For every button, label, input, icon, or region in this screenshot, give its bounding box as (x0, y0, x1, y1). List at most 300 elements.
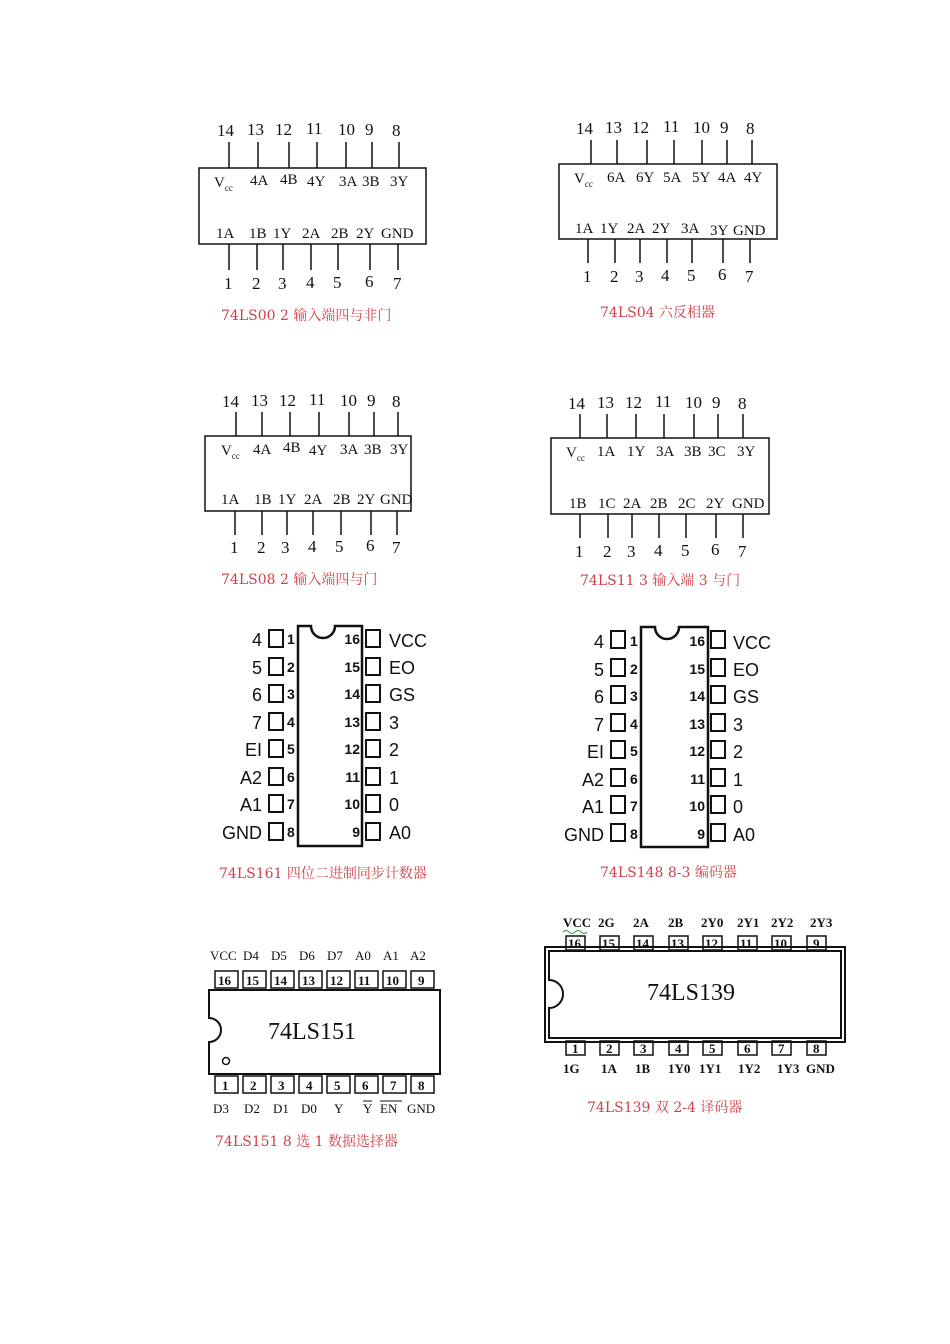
pin-number: 1 (224, 274, 233, 293)
pin-label: GS (389, 685, 416, 705)
pin-label: VCC (389, 631, 428, 651)
pin-label: 1A (216, 226, 235, 242)
pin-label: 3B (364, 442, 382, 458)
pin-label: 3 (733, 715, 744, 735)
pin-number: 8 (392, 121, 401, 140)
pin-label: 1B (254, 492, 272, 508)
pin-number: 9 (712, 393, 721, 412)
pin1-dot (223, 1058, 230, 1065)
pin-label: 3 (389, 713, 400, 733)
pin-label: $V_{cc}$ (221, 443, 240, 461)
pin-label: 2Y (357, 492, 376, 508)
pin-label: EO (733, 660, 760, 680)
bottom-pin-labels (213, 1101, 435, 1116)
pin-number: 6 (365, 272, 374, 291)
chip-caption: 74LS00 2 输入端四与非门 (221, 308, 392, 324)
pin-label: D3 (213, 1101, 229, 1116)
bottom-pin-lines (588, 239, 750, 263)
pin-label: 6A (607, 170, 626, 186)
pin-number: 1 (572, 1041, 579, 1056)
pin-label: A1 (239, 795, 262, 815)
pin-label: 2 (389, 740, 400, 760)
pin-label: 2Y (652, 221, 671, 237)
bottom-pin-lines (235, 511, 397, 535)
pin-label: 2Y (706, 496, 725, 512)
pin-number: 5 (334, 1078, 341, 1093)
pin-label: 1A (597, 444, 616, 460)
top-pin-labels (221, 440, 409, 461)
pin-number: 6 (366, 536, 375, 555)
pin-number: 15 (246, 973, 259, 988)
right-pins (366, 630, 380, 840)
pin-number: 14 (689, 688, 705, 704)
pin-number: 13 (302, 973, 315, 988)
pin-number: 15 (689, 661, 705, 677)
pin-label: 1Y (278, 492, 297, 508)
pin-number: 8 (630, 826, 638, 842)
pin-number: 13 (605, 118, 622, 137)
pin-label: 4A (253, 442, 272, 458)
pin-label: 2B (333, 492, 351, 508)
pin-number: 7 (392, 538, 401, 557)
pin-label: 1A (575, 221, 594, 237)
right-pin-numbers (344, 631, 360, 840)
pin-number: 10 (685, 393, 702, 412)
pin-label: 1Y0 (668, 1061, 691, 1076)
pin-label: $V_{cc}$ (574, 171, 593, 189)
pin-label: 3A (339, 174, 358, 190)
bottom-pin-labels (563, 1061, 835, 1076)
pin-number: 9 (720, 118, 729, 137)
pin-label: 5 (251, 658, 262, 678)
pin-label: 6Y (636, 170, 655, 186)
pin-label: 3C (708, 444, 726, 460)
top-pin-labels (563, 915, 833, 930)
pin-label: A2 (581, 770, 604, 790)
chip-caption: 74LS161 四位二进制同步计数器 (219, 866, 427, 882)
pin-label: $V_{cc}$ (214, 175, 233, 193)
pin-number: 16 (218, 973, 231, 988)
left-pins (269, 630, 283, 840)
pin-label: 1A (601, 1061, 617, 1076)
top-pin-numbers (222, 390, 401, 411)
top-pin-labels (566, 444, 756, 463)
pin-number: 1 (230, 538, 239, 557)
pin-label: 6 (593, 687, 604, 707)
pin-number: 12 (279, 391, 296, 410)
pin-label: 2A (623, 496, 642, 512)
pin-label: 1 (733, 770, 744, 790)
pin-number: 4 (675, 1041, 682, 1056)
pin-label: 5 (593, 660, 604, 680)
pin-number: 9 (352, 824, 360, 840)
pin-label: EI (244, 740, 262, 760)
pin-number: 10 (693, 118, 710, 137)
pin-number: 9 (813, 936, 820, 951)
pin-number: 2 (606, 1041, 613, 1056)
pin-number: 12 (275, 120, 292, 139)
pin-number: 11 (358, 973, 371, 988)
pin-label: 4Y (309, 443, 328, 459)
pin-number: 14 (274, 973, 287, 988)
pin-label: 1G (563, 1061, 580, 1076)
pin-label: 4 (251, 630, 262, 650)
pin-label: 2B (650, 496, 668, 512)
pin-number: 15 (344, 659, 360, 675)
pin-number: 3 (278, 274, 287, 293)
pin-label: A0 (389, 823, 412, 843)
top-pin-lines (580, 414, 743, 438)
pin-label: 1Y2 (738, 1061, 761, 1076)
chip-name: 74LS151 (268, 1019, 357, 1045)
pin-number: 3 (640, 1041, 647, 1056)
chip-74ls151 (209, 948, 440, 1150)
pin-label: A2 (410, 948, 426, 963)
pin-label: 2Y (356, 226, 375, 242)
bottom-pin-numbers (575, 540, 747, 561)
chip-caption: 74LS04 六反相器 (600, 305, 715, 321)
pin-number: 4 (654, 541, 663, 560)
pin-label: 3B (684, 444, 702, 460)
pin-label: GND (380, 492, 413, 508)
pin-number: 11 (306, 119, 323, 138)
pin-label: 4B (280, 172, 298, 188)
pin-number: 4 (630, 716, 638, 732)
pin-label: 3Y (737, 444, 756, 460)
pin-label: 3Y (390, 442, 409, 458)
pin-label: 2B (331, 226, 349, 242)
pin-label: GND (407, 1101, 436, 1116)
pin-number: 4 (287, 714, 295, 730)
pin-number: 1 (222, 1078, 229, 1093)
pin-number: 6 (287, 769, 295, 785)
pin-label: 6 (251, 685, 262, 705)
pin-label: 4 (593, 632, 604, 652)
pin-number: 14 (217, 121, 234, 140)
top-pin-numbers (568, 936, 820, 951)
pin-number: 11 (655, 392, 672, 411)
pin-label: D5 (271, 948, 287, 963)
pin-label: GND (732, 496, 765, 512)
bottom-pin-boxes (215, 1076, 434, 1093)
pin-number: 7 (287, 796, 295, 812)
pin-label: 1B (249, 226, 267, 242)
pin-number: 10 (774, 936, 787, 951)
pin-label: GND (806, 1061, 835, 1076)
chip-74ls11 (551, 392, 769, 589)
pin-number: 2 (252, 274, 261, 293)
pin-label: 7 (593, 715, 604, 735)
pin-label: GND (733, 223, 766, 239)
pin-number: 13 (671, 936, 684, 951)
pin-number: 5 (287, 741, 295, 757)
pin-label: EN (380, 1101, 398, 1116)
pin-number: 11 (309, 390, 326, 409)
chip-74ls04 (559, 117, 777, 321)
pin-number: 14 (344, 686, 360, 702)
pin-number: 13 (251, 391, 268, 410)
pin-number: 7 (738, 542, 747, 561)
pin-label: 2Y1 (737, 915, 760, 930)
pin-number: 1 (575, 542, 584, 561)
pin-label: A1 (581, 797, 604, 817)
pin-label: 2A (627, 221, 646, 237)
pin-label: 1B (569, 496, 587, 512)
chip-caption: 74LS08 2 输入端四与门 (221, 572, 378, 588)
pin-number: 14 (636, 936, 649, 951)
pin-number: 2 (250, 1078, 257, 1093)
pin-number: 4 (661, 266, 670, 285)
pin-number: 2 (603, 542, 612, 561)
left-pin-numbers (630, 633, 638, 842)
pin-number: 9 (697, 826, 705, 842)
pin-number: 15 (602, 936, 615, 951)
pin-number: 8 (418, 1078, 425, 1093)
left-pin-numbers (287, 631, 295, 840)
pin-label: A1 (383, 948, 399, 963)
pin-number: 8 (746, 119, 755, 138)
right-pin-labels (733, 633, 771, 845)
pin-number: 4 (308, 537, 317, 556)
pin-number: 7 (390, 1078, 397, 1093)
pin-label: D2 (244, 1101, 260, 1116)
bottom-pin-numbers (583, 265, 754, 286)
chip-body (641, 627, 708, 847)
top-pin-labels (214, 172, 409, 193)
pin-number: 9 (418, 973, 425, 988)
spellcheck-underline (563, 931, 587, 934)
pin-number: 11 (740, 936, 753, 951)
pin-number: 14 (222, 392, 239, 411)
pin-label: 1 (389, 768, 400, 788)
pin-label: 4Y (744, 170, 763, 186)
pin-number: 7 (630, 798, 638, 814)
pin-number: 12 (625, 393, 642, 412)
pin-number: 3 (278, 1078, 285, 1093)
left-pin-labels (564, 632, 604, 845)
pin-label: VCC (563, 915, 592, 930)
pin-label: GS (733, 687, 760, 707)
pin-label: 4A (250, 173, 269, 189)
pin-number: 2 (287, 659, 295, 675)
pin-number: 5 (687, 266, 696, 285)
pin-number: 10 (689, 798, 705, 814)
pin-number: 12 (344, 741, 360, 757)
pin-label: 4Y (307, 174, 326, 190)
right-pin-numbers (689, 633, 705, 842)
bottom-pin-labels (216, 226, 414, 242)
pin-label: 2B (668, 915, 684, 930)
pin-label: 1B (635, 1061, 651, 1076)
pin-label: 2A (633, 915, 649, 930)
pin-label: EI (586, 742, 604, 762)
pin-number: 6 (362, 1078, 369, 1093)
pin-number: 10 (340, 391, 357, 410)
pin-number: 8 (738, 394, 747, 413)
pin-number: 8 (392, 392, 401, 411)
pin-number: 9 (367, 391, 376, 410)
chip-name: 74LS139 (647, 980, 736, 1006)
top-pin-numbers (576, 117, 755, 138)
pin-number: 3 (281, 538, 290, 557)
pin-number: 7 (745, 267, 754, 286)
pin-number: 6 (630, 771, 638, 787)
pin-number: 7 (393, 274, 402, 293)
pin-number: 10 (386, 973, 399, 988)
left-pin-labels (222, 630, 262, 843)
pin-label: 3A (656, 444, 675, 460)
pin-label: $V_{cc}$ (566, 445, 585, 463)
top-pin-lines (229, 142, 399, 168)
pin-label: 1Y (627, 444, 646, 460)
pin-number: 12 (330, 973, 343, 988)
pin-number: 4 (306, 273, 315, 292)
pin-label: 1Y (273, 226, 292, 242)
pin-number: 3 (627, 542, 636, 561)
pin-label: 3B (362, 174, 380, 190)
pin-label: D7 (327, 948, 343, 963)
pin-label: 2C (678, 496, 696, 512)
pin-number: 1 (630, 633, 638, 649)
pin-number: 2 (630, 661, 638, 677)
pin-label: 5Y (692, 170, 711, 186)
pin-label: 3Y (390, 174, 409, 190)
pin-number: 5 (335, 537, 344, 556)
pin-number: 11 (345, 769, 360, 785)
pin-number: 9 (365, 120, 374, 139)
pin-label: A2 (239, 768, 262, 788)
pin-number: 8 (813, 1041, 820, 1056)
pin-number: 14 (568, 394, 585, 413)
pin-label: 1Y1 (699, 1061, 722, 1076)
pin-label: 0 (389, 795, 400, 815)
pin-label: 3A (681, 221, 700, 237)
pin-label: Y (334, 1101, 344, 1116)
chip-74ls139 (545, 915, 845, 1116)
pin-number: 2 (257, 538, 266, 557)
pin-label: 2A (302, 226, 321, 242)
right-pin-labels (389, 631, 427, 843)
top-pin-labels (574, 170, 763, 189)
bottom-pin-numbers (224, 272, 402, 293)
chip-74ls00 (199, 119, 426, 324)
pin-number: 13 (689, 716, 705, 732)
pin-number: 12 (632, 118, 649, 137)
pin-label: D0 (301, 1101, 317, 1116)
pin-label: 4B (283, 440, 301, 456)
bottom-pin-labels (569, 496, 765, 512)
pin-number: 16 (344, 631, 360, 647)
right-pins (711, 631, 725, 841)
pin-number: 5 (709, 1041, 716, 1056)
pin-number: 2 (610, 267, 619, 286)
pin-label: 2Y2 (771, 915, 794, 930)
pin-number: 8 (287, 824, 295, 840)
pin-number: 12 (705, 936, 718, 951)
pin-label: D4 (243, 948, 259, 963)
bottom-pin-lines (580, 514, 743, 538)
top-pin-numbers (217, 119, 401, 140)
pin-number: 13 (597, 393, 614, 412)
top-pin-lines (236, 412, 398, 436)
bottom-pin-boxes (566, 1041, 826, 1055)
pin-label: D6 (299, 948, 315, 963)
bottom-pin-labels (221, 492, 413, 508)
pin-number: 1 (287, 631, 295, 647)
chip-74ls161 (219, 626, 427, 882)
pin-label: EO (389, 658, 416, 678)
pin-label: GND (564, 825, 604, 845)
top-pin-numbers (568, 392, 747, 413)
bottom-pin-numbers (572, 1041, 820, 1056)
chip-74ls08 (205, 390, 413, 588)
pin-number: 3 (630, 688, 638, 704)
pin-label: 5A (663, 170, 682, 186)
pin-label: D1 (273, 1101, 289, 1116)
pin-number: 14 (576, 119, 593, 138)
top-pin-lines (591, 140, 752, 164)
pin-label: 1Y3 (777, 1061, 800, 1076)
pin-label: 3Y (710, 223, 729, 239)
pin-label: 0 (733, 797, 744, 817)
pin-label: 4A (718, 170, 737, 186)
pin-label: 1A (221, 492, 240, 508)
pin-number: 10 (338, 120, 355, 139)
pin-label: 2Y3 (810, 915, 833, 930)
pin-number: 3 (287, 686, 295, 702)
pin-number: 3 (635, 267, 644, 286)
chip-caption: 74LS139 双 2-4 译码器 (587, 1100, 743, 1116)
pin-number: 6 (711, 540, 720, 559)
pin-label: GND (381, 226, 414, 242)
pin-number: 6 (718, 265, 727, 284)
chip-caption: 74LS148 8-3 编码器 (600, 865, 737, 881)
pin-number: 5 (333, 273, 342, 292)
pin-label: VCC (733, 633, 772, 653)
pin-number: 16 (689, 633, 705, 649)
pin-label: 2A (304, 492, 323, 508)
pin-number: 4 (306, 1078, 313, 1093)
pin-label: 1C (598, 496, 616, 512)
pin-label: 3A (340, 442, 359, 458)
top-pin-labels (210, 948, 426, 963)
pin-label: 2 (733, 742, 744, 762)
pin-label: GND (222, 823, 262, 843)
bottom-pin-numbers (222, 1078, 425, 1093)
pin-label: 2G (598, 915, 615, 930)
pin-number: 5 (630, 743, 638, 759)
pin-number: 13 (247, 120, 264, 139)
pin-number: 11 (663, 117, 680, 136)
pin-number: 6 (744, 1041, 751, 1056)
chip-caption: 74LS11 3 输入端 3 与门 (580, 573, 741, 589)
left-pins (611, 631, 625, 841)
pin-number: 16 (568, 936, 581, 951)
pin-number: 11 (690, 771, 705, 787)
bottom-pin-labels (575, 221, 766, 239)
bottom-pin-lines (229, 244, 398, 270)
chip-74ls148 (564, 627, 771, 881)
pin-label: VCC (210, 948, 237, 963)
pin-number: 5 (681, 541, 690, 560)
pin-label: A0 (733, 825, 756, 845)
bottom-pin-numbers (230, 536, 401, 557)
pin-label: 1Y (600, 221, 619, 237)
pin-label: 7 (251, 713, 262, 733)
pin-label: 2Y0 (701, 915, 724, 930)
pin-number: 10 (344, 796, 360, 812)
pin-number: 12 (689, 743, 705, 759)
